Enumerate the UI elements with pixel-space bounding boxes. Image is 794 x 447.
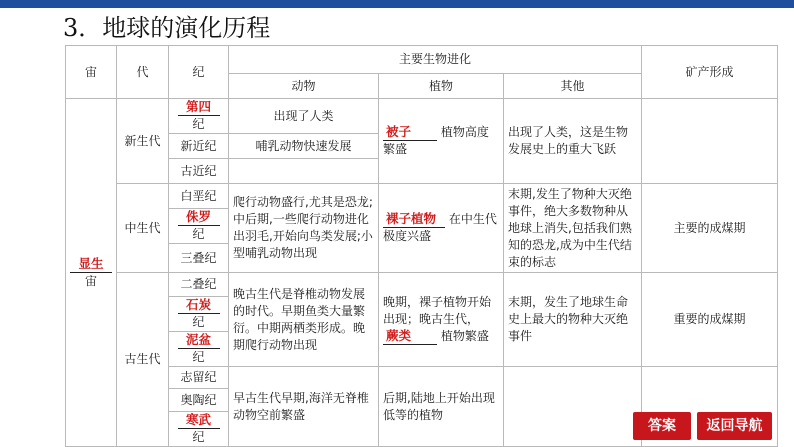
header-eon: 宙: [66, 46, 117, 99]
header-plants: 植物: [379, 74, 504, 99]
header-evolution: 主要生物进化: [229, 46, 642, 74]
eon-cell: [66, 99, 117, 447]
eon-blank: 显生: [70, 256, 112, 273]
animal-cell: 晚古生代是脊椎动物发展的时代。早期鱼类大量繁衍。中期两栖类形成。晚期爬行动物出现: [229, 273, 379, 367]
period-cell: 侏罗纪: [169, 209, 229, 244]
animal-cell: 哺乳动物快速发展: [229, 134, 379, 159]
back-to-navigation-button[interactable]: 返回导航: [697, 412, 772, 440]
period-blank: 泥盆: [178, 332, 220, 349]
plant-blank: 蕨类: [383, 328, 437, 345]
minerals-cell: 重要的成煤期: [642, 273, 778, 367]
header-other: 其他: [504, 74, 642, 99]
era-mesozoic: 中生代: [117, 184, 169, 273]
period-blank: 侏罗: [178, 209, 220, 226]
plant-blank: 被子: [383, 124, 437, 141]
animal-cell: [229, 159, 379, 184]
table-row: [66, 273, 778, 297]
plant-cell: 裸子植物 在中生代 极度兴盛: [379, 184, 504, 273]
minerals-cell: [642, 99, 778, 184]
period-cell: 古近纪: [169, 159, 229, 184]
period-blank: 石炭: [178, 297, 220, 314]
plant-blank: 裸子植物: [383, 211, 445, 228]
period-cell: 石炭纪: [169, 297, 229, 332]
animal-cell: 出现了人类: [229, 99, 379, 134]
top-accent-bar: [0, 0, 794, 8]
header-era: 代: [117, 46, 169, 99]
period-cell: 志留纪: [169, 367, 229, 389]
period-cell: 三叠纪: [169, 244, 229, 273]
period-cell: 泥盆纪: [169, 332, 229, 367]
other-cell: 末期，发生了地球生命史上最大的物种大灭绝事件: [504, 273, 642, 367]
minerals-cell: 主要的成煤期: [642, 184, 778, 273]
period-cell: 寒武纪: [169, 412, 229, 447]
animal-cell: 早古生代早期,海洋无脊椎动物空前繁盛: [229, 367, 379, 447]
animal-cell: 爬行动物盛行,尤其是恐龙;中后期,一些爬行动物进化出羽毛,开始向鸟类发展;小型哺乳动物出现: [229, 184, 379, 273]
table-row: [66, 367, 778, 389]
other-cell: 出现了人类，这是生物发展史上的重大飞跃: [504, 99, 642, 184]
table-row: [66, 184, 778, 209]
era-paleozoic: 古生代: [117, 273, 169, 447]
period-blank: 寒武: [178, 412, 220, 429]
plant-cell: 后期,陆地上开始出现低等的植物: [379, 367, 504, 447]
plant-cell: 晚期，裸子植物开始出现；晚古生代， 蕨类 植物繁盛: [379, 273, 504, 367]
header-period: 纪: [169, 46, 229, 99]
table-row: [66, 99, 778, 134]
earth-evolution-table: [65, 45, 778, 447]
period-cell: 白垩纪: [169, 184, 229, 209]
answer-button[interactable]: 答案: [633, 412, 691, 440]
eon-suffix: 宙: [84, 273, 97, 288]
header-minerals: 矿产形成: [642, 46, 778, 99]
period-cell: 二叠纪: [169, 273, 229, 297]
era-cenozoic: 新生代: [117, 99, 169, 184]
section-heading: 3．地球的演化历程: [63, 14, 271, 42]
header-animals: 动物: [229, 74, 379, 99]
other-cell: [504, 367, 642, 447]
header-row-1: [66, 46, 778, 74]
period-cell: 第四纪: [169, 99, 229, 134]
plant-cell: 被子 植物高度 繁盛: [379, 99, 504, 184]
period-blank: 第四: [178, 99, 220, 116]
period-cell: 奥陶纪: [169, 389, 229, 412]
period-cell: 新近纪: [169, 134, 229, 159]
other-cell: 末期,发生了物种大灭绝事件，绝大多数物种从地球上消失,包括我们熟知的恐龙,成为中生代结束的标志: [504, 184, 642, 273]
